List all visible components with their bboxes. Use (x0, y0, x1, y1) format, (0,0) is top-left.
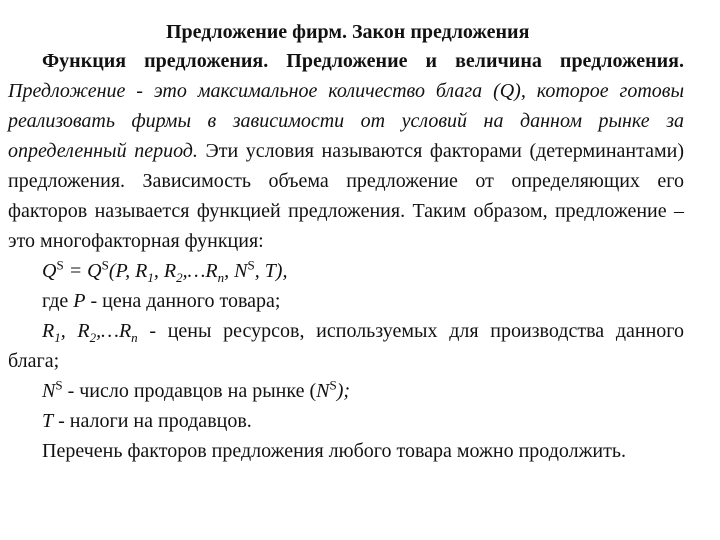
closing-paragraph: Перечень факторов предложения любого товара можно продолжить. (42, 440, 626, 462)
bold-term: Функция предложения. Предложение и величина предложения. (42, 50, 684, 72)
italic-definition: Предложение - это максимальное количество блага (Q), которое готовы реализовать фирмы в зависимости от условий на данном рынке за определенный период. (8, 80, 684, 162)
def-resources: $R_1$, $R_2,\dots R_n$ - цены ресурсов, используемых для производства данного блага; (8, 320, 685, 372)
page-title: Предложение фирм. Закон предложения (166, 21, 530, 43)
intro-regular-text: Эти условия называются факторами (детерминантами) предложения. Зависимость объема предложение от определяющих его факторов называется функцией предложения. Таким образом, предложение – это многофакторная функция: (8, 140, 685, 252)
intro-paragraph (8, 46, 684, 256)
supply-formula: $Q^S = Q^S(P$, $R_1$, $R_2,\dots R_n$, $N^S$, T), (42, 257, 288, 285)
def-sellers: $N^S$ - число продавцов на рынке $(N^S)$; (42, 377, 351, 402)
def-price: где P - цена данного товара; (42, 290, 281, 312)
def-taxes: T - налоги на продавцов. (42, 410, 252, 432)
